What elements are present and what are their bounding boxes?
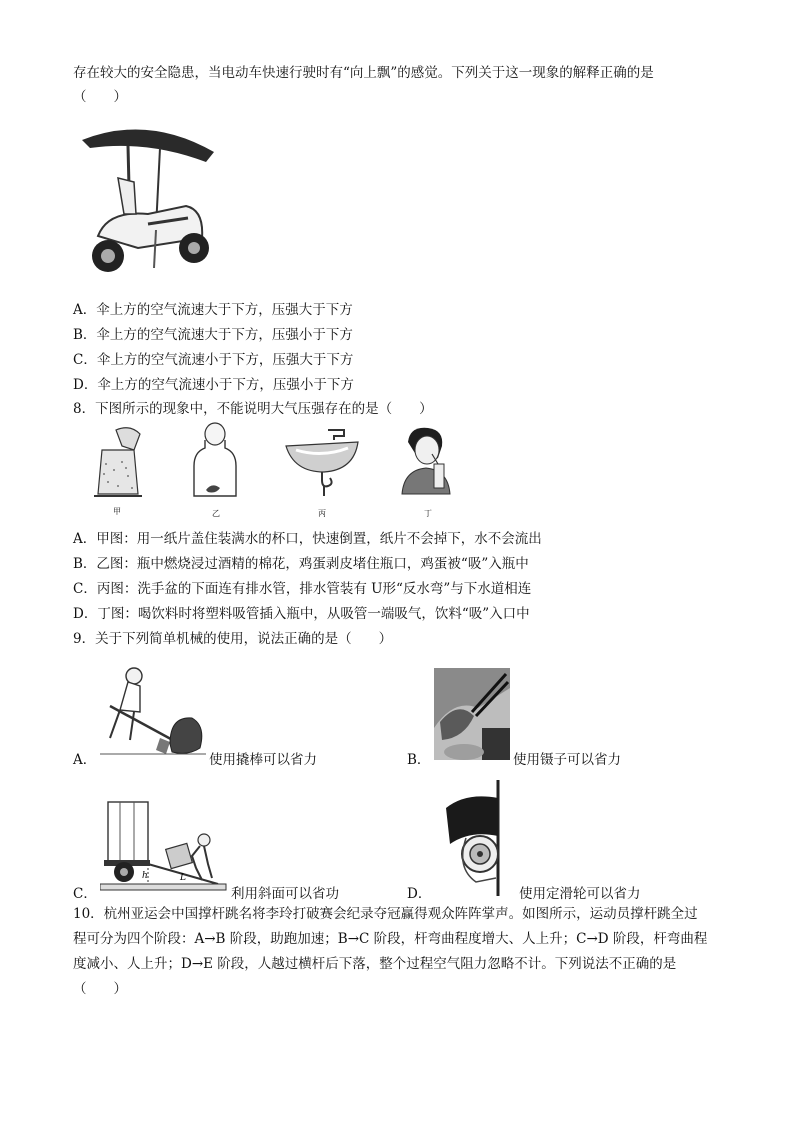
q9-option-a-letter: A． bbox=[73, 752, 97, 768]
q8-option-a: A．甲图：用一纸片盖住装满水的杯口，快速倒置，纸片不会掉下，水不会流出 bbox=[73, 531, 542, 547]
incline-truck-figure bbox=[100, 798, 230, 894]
q7-option-d: D．伞上方的空气流速小于下方，压强小于下方 bbox=[73, 377, 354, 393]
crowbar-figure bbox=[100, 664, 206, 760]
q10-line1: 10．杭州亚运会中国撑杆跳名将李玲打破赛会纪录夺冠赢得观众阵阵掌声。如图所示，运动员撑杆跳全过 bbox=[73, 906, 698, 922]
flagpole-pulley-figure bbox=[436, 778, 516, 896]
caption-jia: 甲 bbox=[113, 507, 121, 516]
q10-line2: 程可分为四个阶段：A→B 阶段，助跑加速；B→C 阶段，杆弯曲程度增大、人上升；C→D 阶段，杆弯曲程 bbox=[73, 931, 708, 947]
q9-option-c-letter: C． bbox=[73, 886, 97, 902]
q7-option-b: B．伞上方的空气流速大于下方，压强小于下方 bbox=[73, 327, 353, 343]
incline-label-h: h bbox=[142, 871, 148, 881]
straw-drinking-figure bbox=[398, 424, 454, 496]
q7-paren: （ ） bbox=[73, 89, 127, 105]
q7-stem-line1: 存在较大的安全隐患，当电动车快速行驶时有“向上飘”的感觉。下列关于这一现象的解释正确的是 bbox=[73, 65, 654, 81]
q9-option-a-text: 使用撬棒可以省力 bbox=[209, 752, 317, 768]
q8-option-b: B．乙图：瓶中燃烧浸过酒精的棉花，鸡蛋剥皮堵住瓶口，鸡蛋被“吸”入瓶中 bbox=[73, 556, 529, 572]
q8-stem: 8．下图所示的现象中，不能说明大气压强存在的是（ ） bbox=[73, 401, 433, 417]
q10-line3: 度减小、人上升；D→E 阶段，人越过横杆后下落，整个过程空气阻力忽略不计。下列说法不正确的是 bbox=[73, 956, 677, 972]
caption-ding: 丁 bbox=[424, 509, 432, 518]
scooter-umbrella-figure bbox=[78, 118, 218, 278]
tweezers-photo-figure bbox=[434, 668, 510, 760]
cup-paper-figure bbox=[88, 424, 148, 498]
q8-option-d: D．丁图：喝饮料时将塑料吸管插入瓶中，从吸管一端吸气，饮料“吸”入口中 bbox=[73, 606, 530, 622]
q9-option-d-text: 使用定滑轮可以省力 bbox=[519, 886, 641, 902]
q9-option-b-letter: B． bbox=[407, 752, 431, 768]
sink-figure bbox=[284, 428, 360, 498]
q9-option-d-letter: D． bbox=[407, 886, 432, 902]
q9-option-c-text: 利用斜面可以省功 bbox=[231, 886, 339, 902]
q9-stem: 9．关于下列简单机械的使用，说法正确的是（ ） bbox=[73, 631, 393, 647]
q7-option-a: A．伞上方的空气流速大于下方，压强大于下方 bbox=[73, 302, 353, 318]
q7-option-c: C．伞上方的空气流速小于下方，压强大于下方 bbox=[73, 352, 354, 368]
incline-label-l: L bbox=[180, 873, 186, 883]
bottle-egg-figure bbox=[190, 422, 240, 500]
q9-option-b-text: 使用镊子可以省力 bbox=[513, 752, 621, 768]
caption-bing: 丙 bbox=[318, 509, 326, 518]
q10-paren: （ ） bbox=[73, 981, 127, 997]
q8-option-c: C．丙图：洗手盆的下面连有排水管，排水管装有 U形“反水弯”与下水道相连 bbox=[73, 581, 532, 597]
caption-yi: 乙 bbox=[212, 509, 220, 518]
